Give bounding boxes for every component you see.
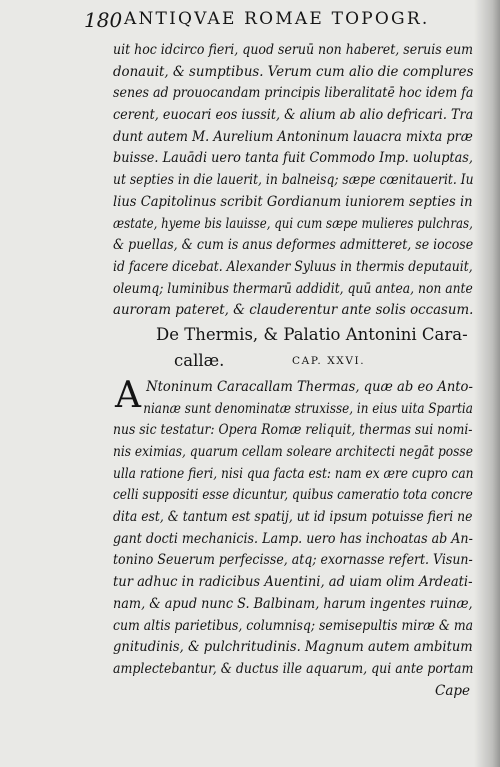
text-line: Ntoninum Caracallam Thermas, quæ ab eo Anto-: [146, 378, 473, 395]
text-line: nianæ sunt denominatæ struxisse, in eius uita Spartia: [143, 400, 473, 417]
text-line: gant docti mechanicis. Lamp. uero has inchoatas ab An-: [113, 530, 473, 547]
text-line: auroram pateret, & clauderentur ante solis occasum.: [113, 302, 474, 319]
text-line: lius Capitolinus scribit Gordianum iuniorem septies in: [113, 193, 473, 210]
text-line: dunt autem M. Aurelium Antoninum lauacra mixta præ: [113, 128, 473, 145]
chapter-number: CAP. XXVI.: [292, 354, 366, 367]
text-line: tur adhuc in radicibus Auentini, ad uiam olim Ardeati-: [113, 574, 473, 591]
text-line: cum altis parietibus, columnisq; semisepultis miræ & ma: [113, 617, 474, 634]
preceding-paragraph: [113, 40, 473, 322]
text-line: tonino Seuerum perfecisse, atq; exornasse refert. Visun-: [113, 552, 473, 569]
opening-lines: [113, 374, 473, 420]
text-line: senes ad prouocandam principis liberalitatē hoc idem fa: [113, 85, 474, 102]
text-line: celli suppositi esse dicuntur, quibus cameratio tota concre: [113, 487, 473, 504]
text-line: & puellas, & cum is anus deformes admitteret, se iocose: [113, 237, 474, 254]
page-header: [84, 8, 474, 36]
text-line: id facere dicebat. Alexander Syluus in thermis deputauit,: [113, 258, 473, 275]
drop-cap: A: [115, 374, 141, 416]
page-number: 180: [84, 8, 123, 32]
text-line: oleumq; luminibus thermarū addidit, quū antea, non ante: [113, 280, 473, 297]
text-line: uit hoc idcirco fieri, quod seruū non haberet, seruis eum: [113, 42, 474, 58]
text-line: gnitudinis, & pulchritudinis. Magnum autem ambitum: [113, 639, 473, 656]
text-line: donauit, & sumptibus. Verum cum alio die complures: [113, 63, 474, 80]
text-line: nus sic testatur: Opera Romæ reliquit, thermas sui nomi-: [113, 422, 473, 439]
text-line: ut septies in die lauerit, in balneisq; sæpe cœnitauerit. Iu: [113, 172, 474, 189]
chapter-heading: [113, 322, 473, 374]
catchword: Cape: [434, 682, 470, 699]
text-line: nam, & apud nunc S. Balbinam, harum ingentes ruinæ,: [113, 595, 473, 612]
chapter-title-line-1: De Thermis, & Palatio Antonini Cara-: [156, 324, 468, 344]
text-block: [113, 40, 473, 702]
text-line: nis eximias, quarum cellam soleare architecti negāt posse: [113, 444, 473, 460]
text-line: buisse. Lauādi uero tanta fuit Commodo Imp. uoluptas,: [113, 150, 473, 167]
text-line: amplectebantur, & ductus ille aquarum, qui ante portam: [113, 660, 474, 677]
text-line: dita est, & tantum est spatij, ut id ipsum potuisse fieri ne: [113, 509, 473, 526]
text-line: cerent, euocari eos iussit, & alium ab alio defricari. Tra: [113, 107, 474, 124]
page-edge-shadow: [474, 0, 500, 767]
text-line: æstate, hyeme bis lauisse, qui cum sæpe mulieres pulchras,: [113, 215, 473, 232]
chapter-title-line-2: [113, 348, 473, 374]
running-head: ANTIQVAE ROMAE TOPOGR.: [124, 9, 430, 29]
chapter-body: [113, 374, 474, 702]
chapter-title-end: callæ.: [174, 350, 225, 370]
text-line: ulla ratione fieri, nisi qua facta est: nam ex ære cupro can: [113, 465, 474, 482]
